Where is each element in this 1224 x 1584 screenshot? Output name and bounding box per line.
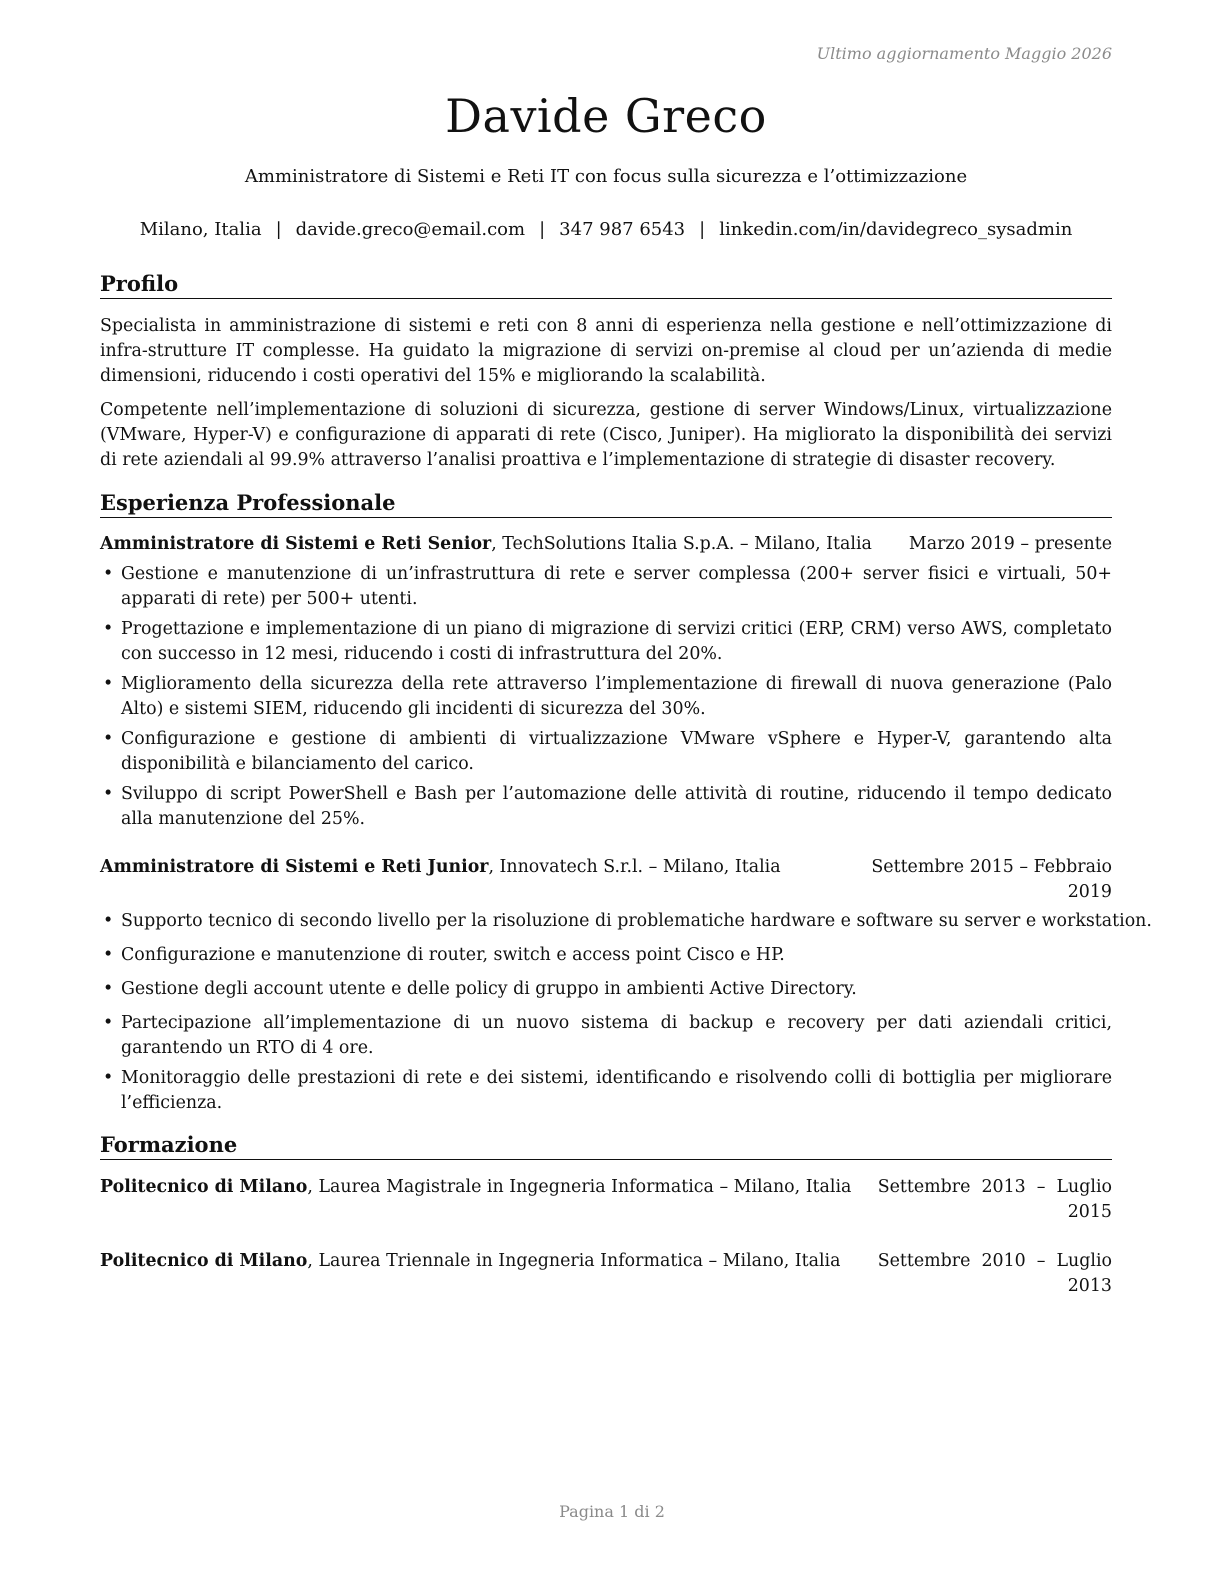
list-item: • Supporto tecnico di secondo livello per la risoluzione di problematiche hardware e software su server e workstation. xyxy=(100,909,1112,934)
job-header xyxy=(100,532,1112,557)
job-company: , Innovatech S.r.l. – Milano, Italia xyxy=(488,857,781,877)
education-degree: , Laurea Magistrale in Ingegneria Informatica – Milano, Italia xyxy=(307,1177,852,1197)
list-item: • Monitoraggio delle prestazioni di rete e dei sistemi, identificando e risolvendo colli di bottiglia per migliorare l’efficienza. xyxy=(100,1066,1112,1116)
education-dates-line: Settembre 2013 – Luglio xyxy=(877,1177,1112,1197)
education-dates-line: 2015 xyxy=(1067,1202,1112,1222)
candidate-tagline: Amministratore di Sistemi e Reti IT con focus sulla sicurezza e l’ottimizzazione xyxy=(244,166,968,187)
job-role: Amministratore di Sistemi e Reti Junior xyxy=(100,857,489,877)
contact-linkedin[interactable]: linkedin.com/in/davidegreco_sysadmin xyxy=(719,219,1073,240)
section-title-experience: Esperienza Professionale xyxy=(100,489,1112,518)
list-item: • Gestione e manutenzione di un’infrastruttura di rete e server complessa (200+ server fisici e virtuali, 50+ apparati di rete) per 500+ utenti. xyxy=(100,562,1112,612)
job-header xyxy=(100,855,1112,902)
job-company: , TechSolutions Italia S.p.A. – Milano, Italia xyxy=(491,534,872,554)
list-item: • Configurazione e manutenzione di router, switch e access point Cisco e HP. xyxy=(100,943,1112,968)
contact-location: Milano, Italia xyxy=(139,219,262,240)
job-dates xyxy=(871,855,1112,905)
list-item: • Miglioramento della sicurezza della rete attraverso l’implementazione di firewall di nuova generazione (Palo Alto) e sistemi SIEM, riducendo gli incidenti di sicurezza del 30%. xyxy=(100,672,1112,722)
contact-email[interactable]: davide.greco@email.com xyxy=(295,219,526,240)
education-dates xyxy=(878,1175,1112,1225)
contact-line xyxy=(100,219,1112,240)
education-dates-line: 2013 xyxy=(1067,1276,1112,1296)
job-bullets xyxy=(100,909,1152,1116)
job-dates-line: 2019 xyxy=(1067,882,1112,902)
contact-separator: | xyxy=(539,219,546,240)
contact-separator: | xyxy=(275,219,282,240)
profile-paragraph: Specialista in amministrazione di sistemi e reti con 8 anni di esperienza nella gestione e nell’ottimizzazione di infra-strutture IT complesse. Ha guidato la migrazione di servizi on-premise al cloud per un’azienda di medie dimensioni, riducendo i costi operativi del 15% e migliorando la scalabilità. xyxy=(100,316,1112,386)
job-dates-line: Settembre 2015 – Febbraio xyxy=(871,857,1112,877)
list-item: • Partecipazione all’implementazione di un nuovo sistema di backup e recovery per dati aziendali critici, garantendo un RTO di 4 ore. xyxy=(100,1011,1112,1061)
profile-paragraph: Competente nell’implementazione di soluzioni di sicurezza, gestione di server Windows/Linux, virtualizzazione (VMware, Hyper-V) e configurazione di apparati di rete (Cisco, Juniper). Ha migliorato la disponibilità dei servizi di rete aziendali al 99.9% attraverso l’analisi proattiva e l’implementazione di strategie di disaster recovery. xyxy=(100,400,1112,470)
section-title-education: Formazione xyxy=(100,1131,1112,1160)
education-school: Politecnico di Milano xyxy=(100,1251,308,1271)
education-degree: , Laurea Triennale in Ingegneria Informatica – Milano, Italia xyxy=(307,1251,841,1271)
job-dates: Marzo 2019 – presente xyxy=(908,534,1112,554)
job-bullets xyxy=(100,562,1112,832)
job-role: Amministratore di Sistemi e Reti Senior xyxy=(100,534,492,554)
education-entry xyxy=(100,1175,1112,1222)
contact-phone: 347 987 6543 xyxy=(559,219,686,240)
last-updated-note: Ultimo aggiornamento Maggio 2026 xyxy=(816,44,1112,63)
education-school: Politecnico di Milano xyxy=(100,1177,308,1197)
list-item: • Configurazione e gestione di ambienti di virtualizzazione VMware vSphere e Hyper-V, garantendo alta disponibilità e bilanciamento del carico. xyxy=(100,727,1112,777)
list-item: • Progettazione e implementazione di un piano di migrazione di servizi critici (ERP, CRM) verso AWS, completato con successo in 12 mesi, riducendo i costi di infrastruttura del 20%. xyxy=(100,617,1112,667)
section-title-profile: Profilo xyxy=(100,270,1112,299)
list-item: • Sviluppo di script PowerShell e Bash per l’automazione delle attività di routine, riducendo il tempo dedicato alla manutenzione del 25%. xyxy=(100,782,1112,832)
education-dates xyxy=(878,1249,1112,1299)
education-entry xyxy=(100,1249,1112,1296)
list-item: • Gestione degli account utente e delle policy di gruppo in ambienti Active Directory. xyxy=(100,977,1112,1002)
education-dates-line: Settembre 2010 – Luglio xyxy=(877,1251,1112,1271)
resume-page xyxy=(100,0,1152,1584)
candidate-name: Davide Greco xyxy=(445,89,767,143)
contact-separator: | xyxy=(699,219,706,240)
page-number: Pagina 1 di 2 xyxy=(559,1502,665,1521)
